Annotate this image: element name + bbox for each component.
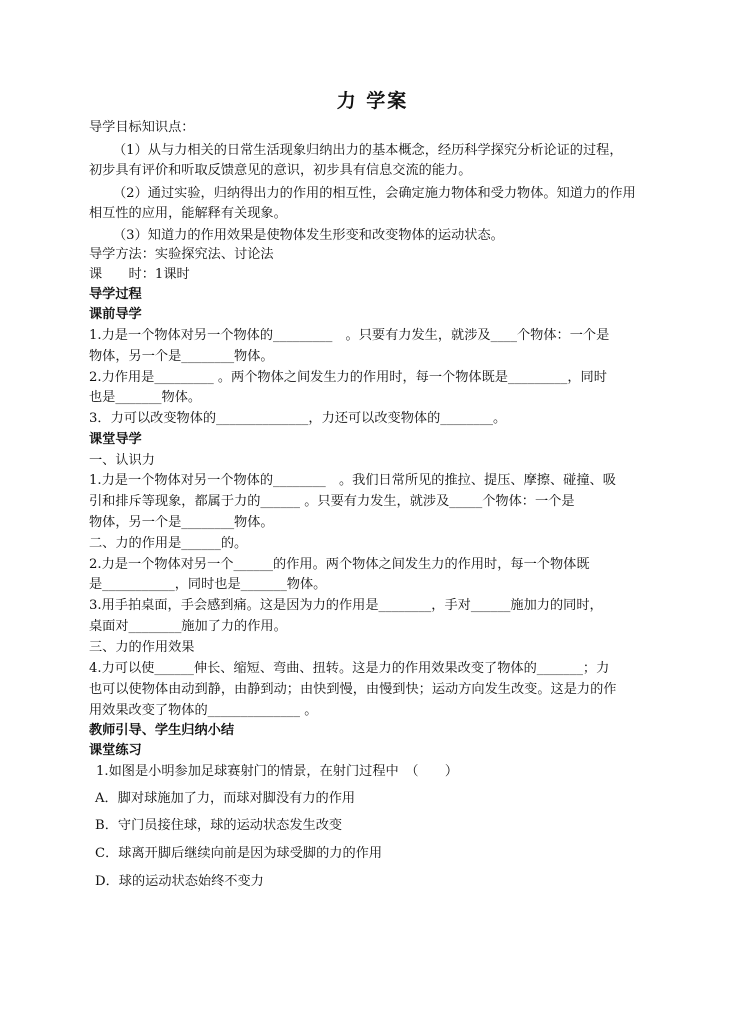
practice-heading: 课堂练习 bbox=[89, 743, 142, 758]
class-q4-line-2: 也可以使物体由动到静，由静到动；由快到慢，由慢到快；运动方向发生改变。这是力的作 bbox=[89, 682, 617, 697]
process-heading: 导学过程 bbox=[89, 287, 142, 302]
pre-q1-line-2: 物体，另一个是________物体。 bbox=[89, 349, 274, 364]
section-3-heading: 三、力的作用效果 bbox=[89, 640, 195, 655]
pre-q3: 3．力可以改变物体的______________，力还可以改变物体的________。 bbox=[89, 411, 507, 426]
option-b: B．守门员接住球，球的运动状态发生改变 bbox=[95, 818, 343, 833]
option-d: D．球的运动状态始终不变力 bbox=[95, 874, 264, 889]
option-a: A．脚对球施加了力，而球对脚没有力的作用 bbox=[95, 791, 356, 806]
objective-3: （3）知道力的作用效果是使物体发生形变和改变物体的运动状态。 bbox=[113, 228, 504, 243]
class-q2-line-2: 是___________，同时也是_______物体。 bbox=[89, 577, 327, 592]
in-class-heading: 课堂导学 bbox=[89, 432, 142, 447]
objective-2-line-2: 相互性的应用，能解释有关现象。 bbox=[89, 206, 287, 221]
summary-heading: 教师引导、学生归纳小结 bbox=[89, 723, 235, 738]
page-title: 力 学案 bbox=[336, 90, 409, 112]
class-q1-line-2: 引和排斥等现象，都属于力的______ 。只要有力发生，就涉及_____个物体：一个是 bbox=[89, 494, 575, 509]
practice-q1: 1.如图是小明参加足球赛射门的情景，在射门过程中 （ ） bbox=[96, 764, 459, 779]
pre-q1-line-1: 1.力是一个物体对另一个物体的_________ 。只要有力发生，就涉及____个物体：一个是 bbox=[89, 328, 610, 343]
hours-line: 课 时：1课时 bbox=[89, 267, 190, 282]
class-q3-line-1: 3.用手拍桌面，手会感到痛。这是因为力的作用是________，手对______施加力的同时， bbox=[89, 598, 603, 613]
method-line: 导学方法：实验探究法、讨论法 bbox=[89, 247, 274, 262]
pre-q2-line-2: 也是_______物体。 bbox=[89, 390, 202, 405]
section-1-heading: 一、认识力 bbox=[89, 453, 155, 468]
class-q4-line-1: 4.力可以使______伸长、缩短、弯曲、扭转。这是力的作用效果改变了物体的_______；力 bbox=[89, 661, 610, 676]
objective-1-line-2: 初步具有评价和听取反馈意见的意识，初步具有信息交流的能力。 bbox=[89, 163, 472, 178]
objective-2-line-1: （2）通过实验，归纳得出力的作用的相互性，会确定施力物体和受力物体。知道力的作用 bbox=[113, 186, 636, 201]
option-c: C．球离开脚后继续向前是因为球受脚的力的作用 bbox=[95, 846, 383, 861]
class-q4-line-3: 用效果改变了物体的______________ 。 bbox=[89, 703, 318, 718]
class-q1-line-1: 1.力是一个物体对另一个物体的________ 。我们日常所见的推拉、提压、摩擦、碰撞、吸 bbox=[89, 473, 616, 488]
pre-class-heading: 课前导学 bbox=[89, 307, 142, 322]
class-q2-line-1: 2.力是一个物体对另一个______的作用。两个物体之间发生力的作用时，每一个物体既 bbox=[89, 557, 590, 572]
class-q3-line-2: 桌面对________施加了力的作用。 bbox=[89, 619, 287, 634]
pre-q2-line-1: 2.力作用是_________ 。两个物体之间发生力的作用时，每一个物体既是_________，同时 bbox=[89, 370, 607, 385]
section-2-heading: 二、力的作用是______的。 bbox=[89, 536, 248, 551]
objective-1-line-1: （1）从与力相关的日常生活现象归纳出力的基本概念，经历科学探究分析论证的过程， bbox=[113, 143, 623, 158]
objectives-heading: 导学目标知识点： bbox=[89, 120, 195, 135]
class-q1-line-3: 物体，另一个是________物体。 bbox=[89, 515, 274, 530]
